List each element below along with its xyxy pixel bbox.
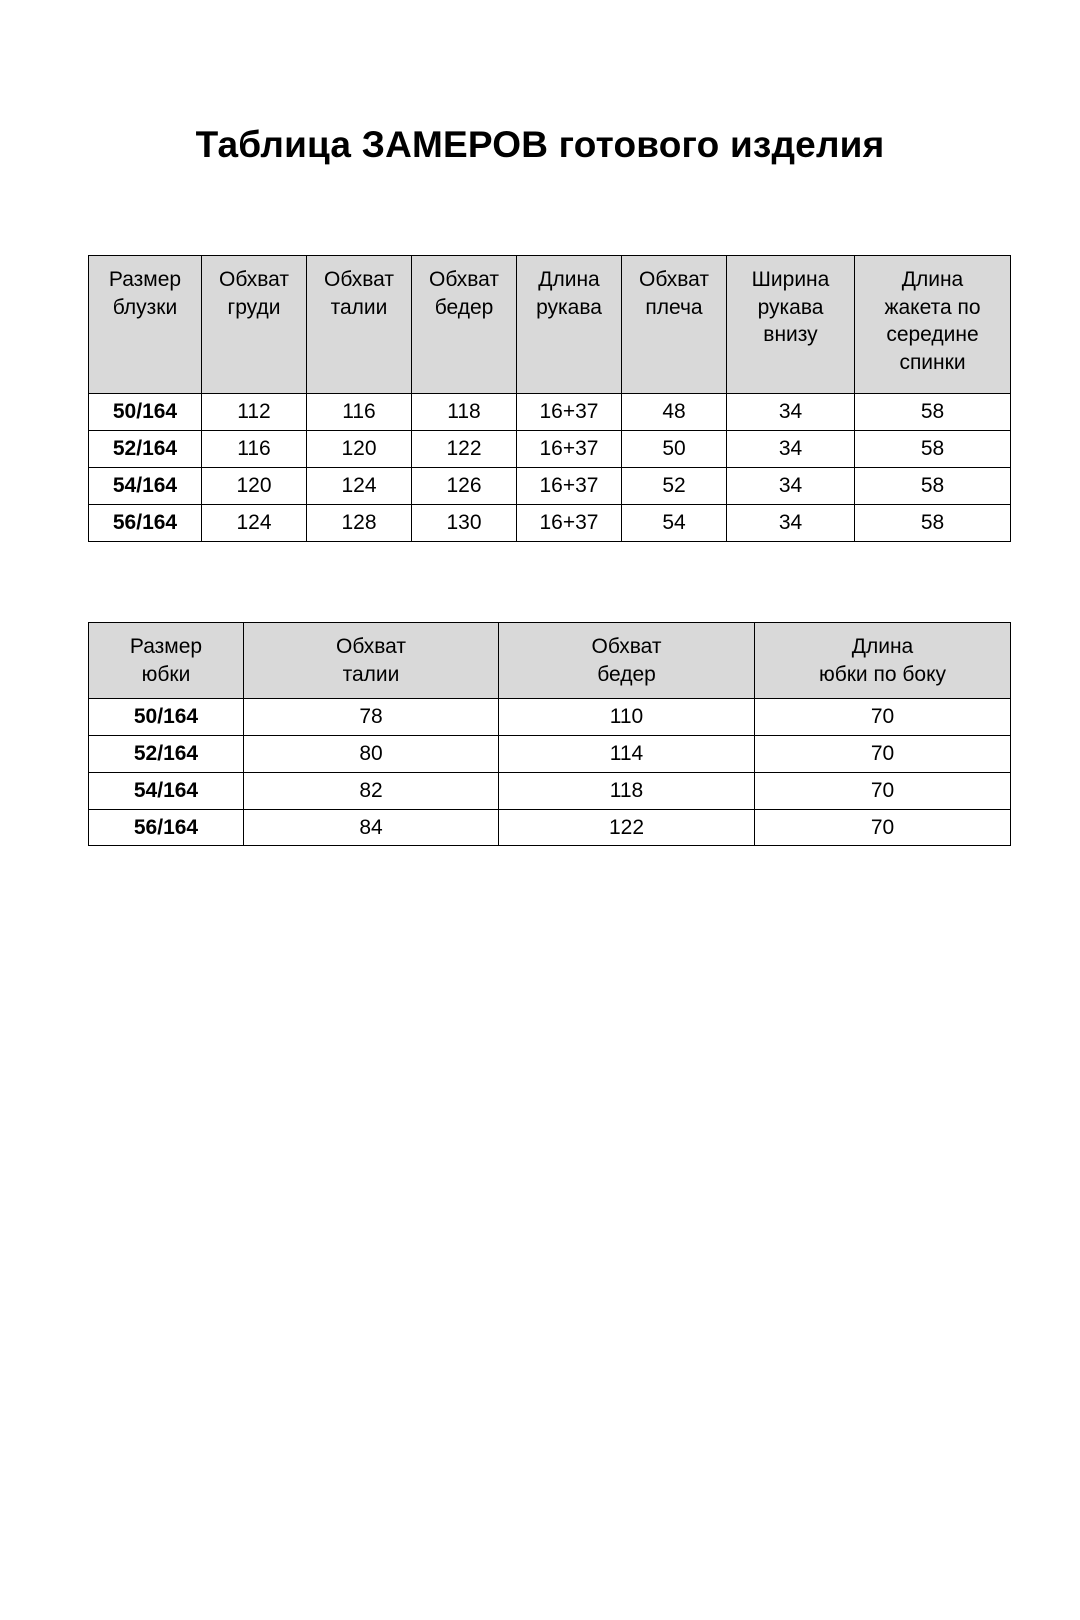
column-header-line: середине xyxy=(886,323,979,347)
column-header xyxy=(412,256,517,394)
column-header-line: Ширина xyxy=(751,268,830,291)
measurement-cell: 70 xyxy=(755,736,1011,773)
column-header xyxy=(727,256,855,394)
size-cell: 52/164 xyxy=(89,431,202,468)
column-header-line: блузки xyxy=(112,295,178,319)
column-header-line: юбки по боку xyxy=(818,662,947,686)
table-header-row xyxy=(89,623,1011,699)
measurement-cell: 80 xyxy=(244,736,499,773)
measurement-cell: 118 xyxy=(412,394,517,431)
measurement-cell: 120 xyxy=(202,468,307,505)
size-cell: 50/164 xyxy=(89,699,244,736)
table-body xyxy=(89,394,1011,542)
table-row xyxy=(89,736,1011,773)
measurement-cell: 16+37 xyxy=(517,468,622,505)
column-header-line: плеча xyxy=(645,295,703,319)
measurement-cell: 34 xyxy=(727,394,855,431)
column-header xyxy=(89,623,244,699)
measurement-cell: 34 xyxy=(727,431,855,468)
column-header xyxy=(517,256,622,394)
measurement-cell: 50 xyxy=(622,431,727,468)
measurement-cell: 70 xyxy=(755,772,1011,809)
measurement-cell: 58 xyxy=(855,468,1011,505)
table-body xyxy=(89,699,1011,846)
skirt-measurements-table xyxy=(88,622,1011,846)
table-row xyxy=(89,394,1011,431)
column-header xyxy=(755,623,1011,699)
measurement-cell: 84 xyxy=(244,809,499,846)
measurement-cell: 118 xyxy=(499,772,755,809)
page-title: Таблица ЗАМЕРОВ готового изделия xyxy=(195,123,885,165)
measurement-cell: 124 xyxy=(202,505,307,542)
measurement-cell: 34 xyxy=(727,468,855,505)
measurement-cell: 122 xyxy=(499,809,755,846)
column-header xyxy=(202,256,307,394)
column-header xyxy=(244,623,499,699)
measurement-cell: 130 xyxy=(412,505,517,542)
measurement-cell: 48 xyxy=(622,394,727,431)
size-cell: 56/164 xyxy=(89,809,244,846)
measurement-cell: 114 xyxy=(499,736,755,773)
size-cell: 54/164 xyxy=(89,772,244,809)
measurement-cell: 128 xyxy=(307,505,412,542)
column-header-line: Обхват xyxy=(429,268,499,291)
size-cell: 50/164 xyxy=(89,394,202,431)
column-header xyxy=(855,256,1011,394)
measurement-cell: 54 xyxy=(622,505,727,542)
size-cell: 52/164 xyxy=(89,736,244,773)
column-header-line: бедер xyxy=(434,295,494,319)
column-header-line: рукава xyxy=(536,295,602,319)
column-header-line: Длина xyxy=(901,268,964,291)
measurement-cell: 124 xyxy=(307,468,412,505)
column-header-line: груди xyxy=(227,295,281,319)
measurement-cell: 110 xyxy=(499,699,755,736)
table-row xyxy=(89,505,1011,542)
table-row xyxy=(89,431,1011,468)
measurement-cell: 70 xyxy=(755,809,1011,846)
column-header-line: рукава xyxy=(757,295,824,319)
measurement-cell: 16+37 xyxy=(517,505,622,542)
table-row xyxy=(89,809,1011,846)
column-header-line: Обхват xyxy=(324,268,394,291)
column-header-line: юбки xyxy=(141,662,191,686)
measurement-cell: 58 xyxy=(855,394,1011,431)
measurement-cell: 16+37 xyxy=(517,394,622,431)
column-header-line: спинки xyxy=(899,351,966,375)
column-header-line: талии xyxy=(342,662,400,686)
column-header xyxy=(307,256,412,394)
measurement-cell: 116 xyxy=(202,431,307,468)
column-header xyxy=(622,256,727,394)
measurement-cell: 34 xyxy=(727,505,855,542)
table-header-row xyxy=(89,256,1011,394)
column-header-line: Длина xyxy=(851,635,914,658)
column-header xyxy=(499,623,755,699)
measurement-cell: 116 xyxy=(307,394,412,431)
measurement-cell: 122 xyxy=(412,431,517,468)
column-header-line: талии xyxy=(330,295,388,319)
measurement-cell: 16+37 xyxy=(517,431,622,468)
table-row xyxy=(89,699,1011,736)
column-header-line: Обхват xyxy=(591,635,662,658)
size-cell: 54/164 xyxy=(89,468,202,505)
size-cell: 56/164 xyxy=(89,505,202,542)
measurement-cell: 58 xyxy=(855,505,1011,542)
column-header-line: Размер xyxy=(108,268,182,291)
column-header-line: бедер xyxy=(597,662,656,686)
column-header-line: Обхват xyxy=(639,268,709,291)
measurement-cell: 78 xyxy=(244,699,499,736)
measurement-cell: 120 xyxy=(307,431,412,468)
blouse-measurements-table xyxy=(88,255,1011,542)
table-row xyxy=(89,772,1011,809)
measurement-cell: 82 xyxy=(244,772,499,809)
measurement-cell: 126 xyxy=(412,468,517,505)
column-header-line: жакета по xyxy=(884,295,981,319)
measurement-cell: 52 xyxy=(622,468,727,505)
measurement-cell: 58 xyxy=(855,431,1011,468)
column-header xyxy=(89,256,202,394)
column-header-line: Длина xyxy=(538,268,600,291)
column-header-line: внизу xyxy=(763,323,818,347)
column-header-line: Размер xyxy=(129,635,203,658)
measurement-cell: 70 xyxy=(755,699,1011,736)
measurement-cell: 112 xyxy=(202,394,307,431)
column-header-line: Обхват xyxy=(336,635,406,658)
table-row xyxy=(89,468,1011,505)
column-header-line: Обхват xyxy=(219,268,289,291)
